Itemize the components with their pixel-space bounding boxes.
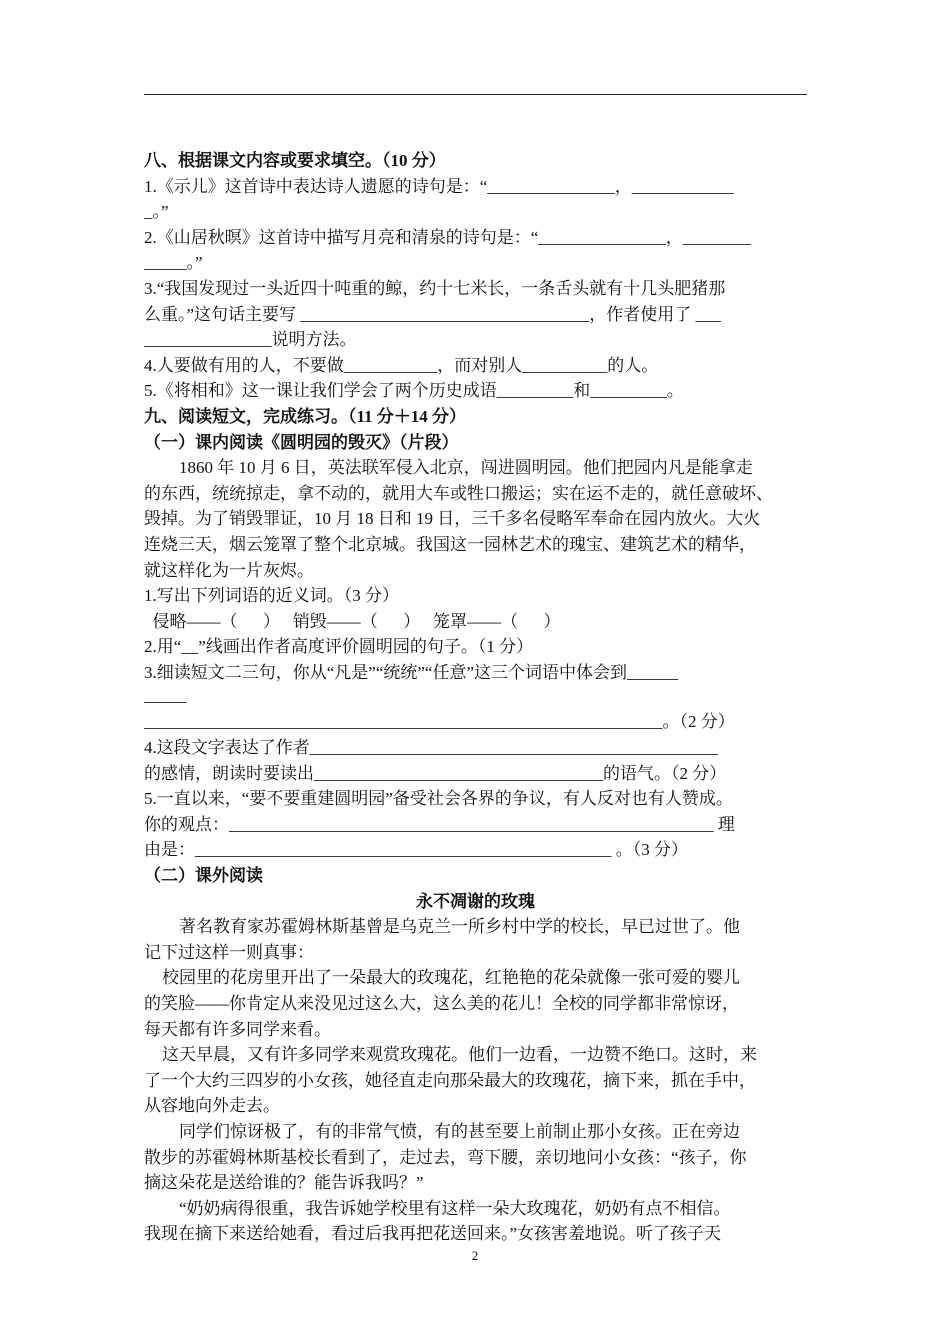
story-line: 摘这朵花是送给谁的？能告诉我吗？”: [144, 1173, 424, 1193]
question-line: 你的观点：_________________________________________________________ 理: [144, 814, 735, 834]
question-line: 侵略——（ ） 销毁——（ ） 笼罩——（ ）: [144, 611, 561, 631]
question-line: _____________________________________________________________。（2 分）: [144, 712, 735, 732]
story-line: 散步的苏霍姆林斯基校长看到了，走过去，弯下腰，亲切地问小女孩：“孩子，你: [144, 1147, 747, 1167]
header-rule: [144, 94, 807, 95]
passage-line: 就这样化为一片灰烬。: [144, 560, 314, 580]
s8-line: 么重。”这句话主要写 __________________________________，作者使用了 ___: [144, 304, 722, 324]
s8-line: 5.《将相和》这一课让我们学会了两个历史成语_________和_________。: [144, 381, 684, 401]
story-line: 记下过这样一则真事：: [144, 942, 314, 962]
story-line: 校园里的花房里开出了一朵最大的玫瑰花，红艳艳的花朵就像一张可爱的婴儿: [162, 968, 740, 988]
page-content: [144, 148, 807, 1247]
s8-line: 3.“我国发现过一头近四十吨重的鲸，约十七米长，一条舌头就有十几头肥猪那: [144, 278, 726, 298]
s8-line: _____。”: [144, 253, 203, 273]
s8-line: _。”: [144, 202, 169, 222]
story-line: 我现在摘下来送给她看，看过后我再把花送回来。”女孩害羞地说。听了孩子天: [144, 1224, 722, 1244]
question-line: _____: [144, 686, 187, 706]
s8-line: 4.人要做有用的人，不要做___________，而对别人__________的人。: [144, 355, 659, 375]
passage-line: 毁掉。为了销毁罪证，10 月 18 日和 19 日，三千多名侵略军奉命在园内放火。大火: [144, 509, 761, 529]
s8-line: _______________说明方法。: [144, 330, 357, 350]
s8-line: 2.《山居秋暝》这首诗中描写月亮和清泉的诗句是：“_______________，________: [144, 227, 751, 247]
story-line: 每天都有许多同学来看。: [144, 1019, 331, 1039]
section8-title: 八、根据课文内容或要求填空。（10 分）: [144, 151, 446, 170]
story-title: 永不凋谢的玫瑰: [416, 891, 535, 911]
story-line: “奶奶病得很重，我告诉她学校里有这样一朵大玫瑰花，奶奶有点不相信。: [179, 1198, 731, 1218]
story-line: 这天早晨，又有许多同学来观赏玫瑰花。他们一边看，一边赞不绝口。这时，来: [162, 1045, 757, 1065]
question-line: 3.细读短文二三句，你从“凡是”“统统”“任意”这三个词语中体会到______: [144, 662, 679, 682]
story-line: 的笑脸——你肯定从来没见过这么大，这么美的花儿！全校的同学都非常惊讶，: [144, 994, 739, 1013]
story-line: 了一个大约三四岁的小女孩，她径直走向那朵最大的玫瑰花，摘下来，抓在手中，: [144, 1070, 756, 1090]
page-number: 2: [471, 1248, 479, 1263]
part1-title: （一）课内阅读《圆明园的毁灭》（片段）: [144, 432, 459, 452]
story-line: 著名教育家苏霍姆林斯基曾是乌克兰一所乡村中学的校长，早已过世了。他: [179, 917, 740, 937]
question-line: 4.这段文字表达了作者________________________________________________: [144, 738, 718, 758]
s8-line: 1.《示儿》这首诗中表达诗人遗愿的诗句是：“_______________，____________: [144, 176, 734, 196]
part2-title: （二）课外阅读: [144, 866, 263, 886]
story-line: 从容地向外走去。: [144, 1096, 280, 1116]
passage-line: 连烧三天，烟云笼罩了整个北京城。我国这一园林艺术的瑰宝、建筑艺术的精华，: [144, 534, 756, 554]
question-line: 的感情，朗读时要读出__________________________________的语气。（2 分）: [144, 763, 727, 783]
section9-title: 九、阅读短文，完成练习。（11 分＋14 分）: [144, 406, 467, 426]
question-line: 由是：_________________________________________________ 。（3 分）: [144, 840, 688, 860]
question-line: 1.写出下列词语的近义词。（3 分）: [144, 586, 399, 606]
passage-line: 的东西，统统掠走，拿不动的，就用大车或牲口搬运；实在运不走的，就任意破坏、: [144, 483, 773, 503]
passage-line: 1860 年 10 月 6 日，英法联军侵入北京，闯进圆明园。他们把园内凡是能拿走: [179, 458, 753, 478]
story-line: 同学们惊讶极了，有的非常气愤，有的甚至要上前制止那小女孩。正在旁边: [179, 1121, 740, 1141]
question-line: 5.一直以来，“要不要重建圆明园”备受社会各界的争议，有人反对也有人赞成。: [144, 789, 733, 809]
question-line: 2.用“__”线画出作者高度评价圆明园的句子。（1 分）: [144, 637, 534, 657]
